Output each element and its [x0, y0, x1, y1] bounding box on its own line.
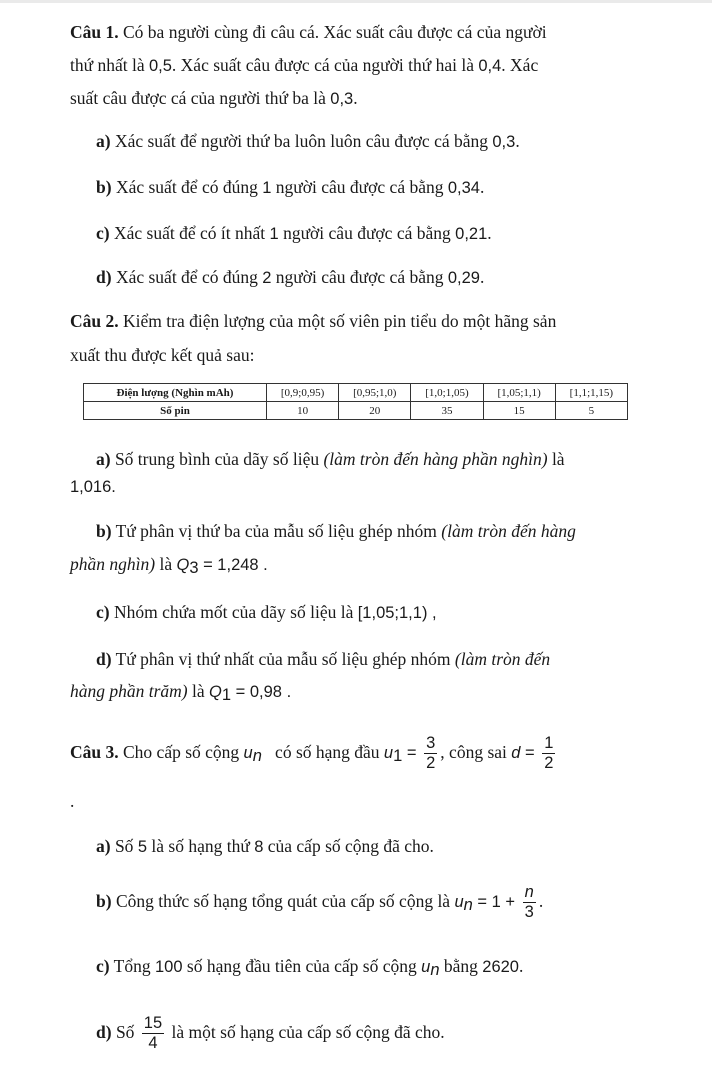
q3-option-d: d) Số $\frac{15}{4}$ là một số hạng của cấp số cộng đã cho.	[96, 1014, 445, 1053]
q2-option-b-line1: b) Tứ phân vị thứ ba của mẫu số liệu ghép nhóm (làm tròn đến hàng	[96, 521, 576, 541]
table-header-label: Điện lượng (Nghìn mAh)	[84, 384, 267, 402]
table-row	[84, 402, 628, 420]
q3-stem: Câu 3. Cho cấp số cộng $u_n$ có số hạng đầu $u_1$ = $\frac{3}{2}$ , công sai d = $\frac{1}{2}$	[70, 734, 554, 773]
table-count-label: Số pin	[84, 402, 267, 420]
q1-stem-line2: thứ nhất là 0,5. Xác suất câu được cá của người thứ hai là 0,4. Xác	[70, 55, 539, 75]
q2-option-a-line1: a) Số trung bình của dãy số liệu (làm tròn đến hàng phần nghìn) là	[96, 449, 565, 469]
q1-stem-line3: suất câu được cá của người thứ ba là 0,3.	[70, 88, 358, 108]
q1-stem-line1: Câu 1. Có ba người cùng đi câu cá. Xác suất câu được cá của người	[70, 22, 547, 42]
q1-option-c: c) Xác suất để có ít nhất 1 người câu được cá bằng 0,21.	[96, 223, 492, 243]
q2-stem-line2: xuất thu được kết quả sau:	[70, 345, 255, 365]
interval-cell: [0,9;0,95)	[267, 384, 339, 402]
q3-option-a: a) Số 5 là số hạng thứ 8 của cấp số cộng đã cho.	[96, 836, 434, 856]
q1-option-d: d) Xác suất để có đúng 2 người câu được cá bằng 0,29.	[96, 267, 485, 287]
common-difference-fraction: $\frac{1}{2}$	[544, 734, 554, 773]
count-cell: 35	[411, 402, 483, 420]
q3-stem-period: .	[70, 791, 75, 811]
q2-stem-line1: Câu 2. Kiểm tra điện lượng của một số viên pin tiểu do một hãng sản	[70, 311, 557, 331]
count-cell: 20	[339, 402, 411, 420]
battery-data-table	[83, 383, 628, 420]
interval-cell: [1,05;1,1)	[483, 384, 555, 402]
first-term-fraction: $\frac{3}{2}$	[426, 734, 436, 773]
q2-option-b-line2: phần nghìn) là $Q_3 = 1,248$ .	[70, 554, 268, 577]
q1-option-b: b) Xác suất để có đúng 1 người câu được cá bằng 0,34.	[96, 177, 485, 197]
general-term-fraction: $\frac{n}{3}$	[524, 883, 534, 922]
q2-option-a-line2: 1,016.	[70, 478, 116, 496]
interval-cell: [1,0;1,05)	[411, 384, 483, 402]
fifteen-quarters-fraction: $\frac{15}{4}$	[143, 1014, 163, 1053]
top-border	[0, 0, 712, 3]
q1-option-a: a) Xác suất để người thứ ba luôn luôn câu được cá bằng 0,3.	[96, 131, 520, 151]
q2-option-c: c) Nhóm chứa mốt của dãy số liệu là [1,05;1,1) ,	[96, 602, 437, 622]
q2-option-d-line2: hàng phần trăm) là $Q_1 = 0,98$ .	[70, 681, 292, 704]
q2-option-d-line1: d) Tứ phân vị thứ nhất của mẫu số liệu ghép nhóm (làm tròn đến	[96, 649, 551, 669]
count-cell: 10	[267, 402, 339, 420]
table-row	[84, 384, 628, 402]
q3-option-c: c) Tổng 100 số hạng đầu tiên của cấp số cộng $u_n$ bằng 2620.	[96, 956, 524, 979]
interval-cell: [1,1;1,15)	[555, 384, 627, 402]
count-cell: 5	[555, 402, 627, 420]
interval-cell: [0,95;1,0)	[339, 384, 411, 402]
count-cell: 15	[483, 402, 555, 420]
q3-option-b: b) Công thức số hạng tổng quát của cấp số cộng là $u_n = 1$ + $\frac{n}{3}$ .	[96, 883, 544, 922]
